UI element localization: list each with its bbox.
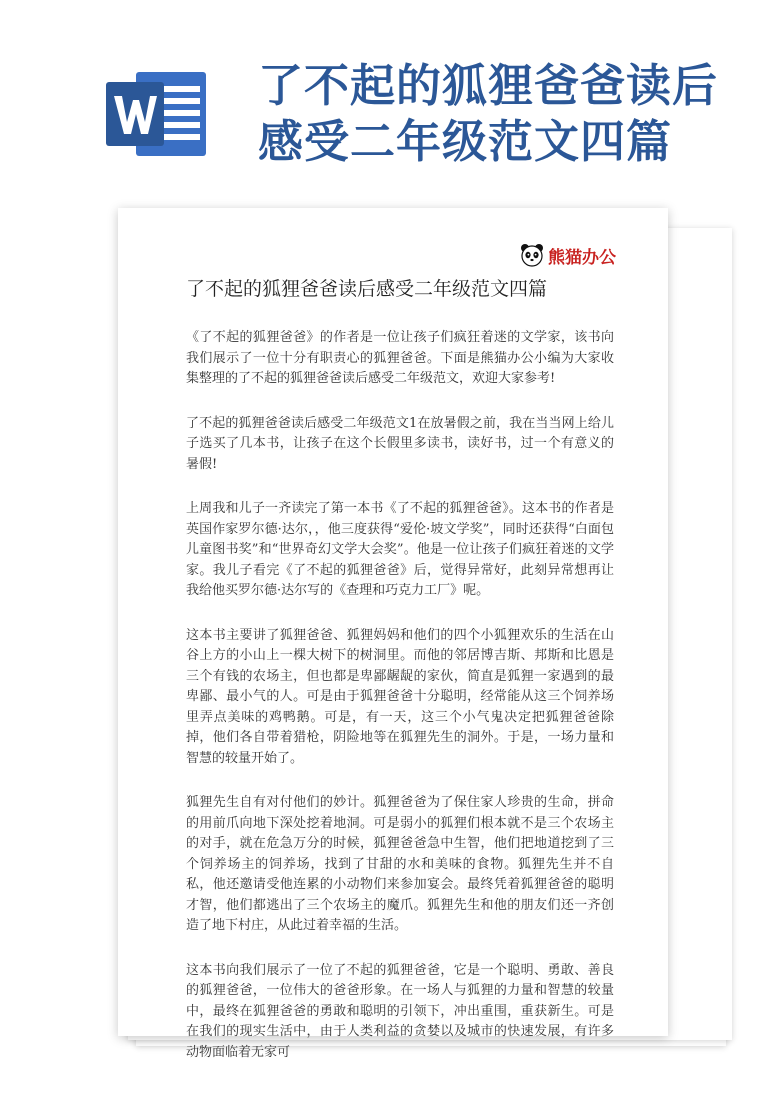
brand-logo: [520, 242, 616, 268]
brand-name: 熊猫办公: [548, 247, 616, 268]
page-title: [258, 58, 758, 170]
word-document-icon: [106, 68, 210, 160]
page-title-line-1: 了不起的狐狸爸爸读后: [258, 59, 719, 112]
document-body: [186, 328, 614, 1087]
document-page: [118, 208, 668, 1060]
paragraph: 了不起的狐狸爸爸读后感受二年级范文1在放暑假之前，我在当当网上给儿子选买了几本书，让孩子在这个长假里多读书，读好书，过一个有意义的暑假!: [186, 415, 614, 472]
paragraph: 这本书主要讲了狐狸爸爸、狐狸妈妈和他们的四个小狐狸欢乐的生活在山谷上方的小山上一棵大树下的树洞里。而他的邻居博吉斯、邦斯和比恩是三个有钱的农场主，但也都是卑鄙龌龊的家伙，简直是狐狸一家遇到的最卑鄙、最小气的人。可是由于狐狸爸爸十分聪明，经常能从这三个饲养场里弄点美味的鸡鸭鹅。可是，有一天，这三个小气鬼决定把狐狸爸爸除掉，他们各自带着猎枪，阴险地等在狐狸先生的洞外。于是，一场力量和智慧的较量开始了。: [186, 627, 614, 766]
document-title: 了不起的狐狸爸爸读后感受二年级范文四篇: [186, 278, 548, 300]
header: [0, 0, 780, 200]
paragraph: 《了不起的狐狸爸爸》的作者是一位让孩子们疯狂着迷的文学家，该书向我们展示了一位十分有职责心的狐狸爸爸。下面是熊猫办公小编为大家收集整理的了不起的狐狸爸爸读后感受二年级范文，欢迎大家参考!: [186, 330, 614, 386]
page-title-line-2: 感受二年级范文四篇: [258, 115, 673, 168]
paragraph: 狐狸先生自有对付他们的妙计。狐狸爸爸为了保住家人珍贵的生命，拼命的用前爪向地下深处挖着地洞。可是弱小的狐狸们根本就不是三个农场主的对手，就在危急万分的时候，狐狸爸爸急中生智，他们把地道挖到了三个饲养场主的饲养场，找到了甘甜的水和美味的食物。狐狸先生并不自私，他还邀请受他连累的小动物们来参加宴会。最终凭着狐狸爸爸的聪明才智，他们都逃出了三个农场主的魔爪。狐狸先生和他的朋友们还一齐创造了地下村庄，从此过着幸福的生活。: [186, 795, 614, 933]
panda-icon: [520, 243, 544, 267]
paragraph: 这本书向我们展示了一位了不起的狐狸爸爸，它是一个聪明、勇敢、善良的狐狸爸爸，一位伟大的爸爸形象。在一场人与狐狸的力量和智慧的较量中，最终在狐狸爸爸的勇敢和聪明的引领下，冲出重围，重获新生。可是在我们的现实生活中，由于人类利益的贪婪以及城市的快速发展，有许多动物面临着无家可: [186, 962, 614, 1060]
paragraph: 上周我和儿子一齐读完了第一本书《了不起的狐狸爸爸》。这本书的作者是英国作家罗尔德·达尔，，他三度获得“爱伦·坡文学奖”，同时还获得“白面包儿童图书奖”和“世界奇幻文学大会奖”。他是一位让孩子们疯狂着迷的文学家。我儿子看完《了不起的狐狸爸爸》后，觉得异常好，此刻异常想再让我给他买罗尔德·达尔写的《查理和巧克力工厂》呢。: [186, 501, 614, 598]
